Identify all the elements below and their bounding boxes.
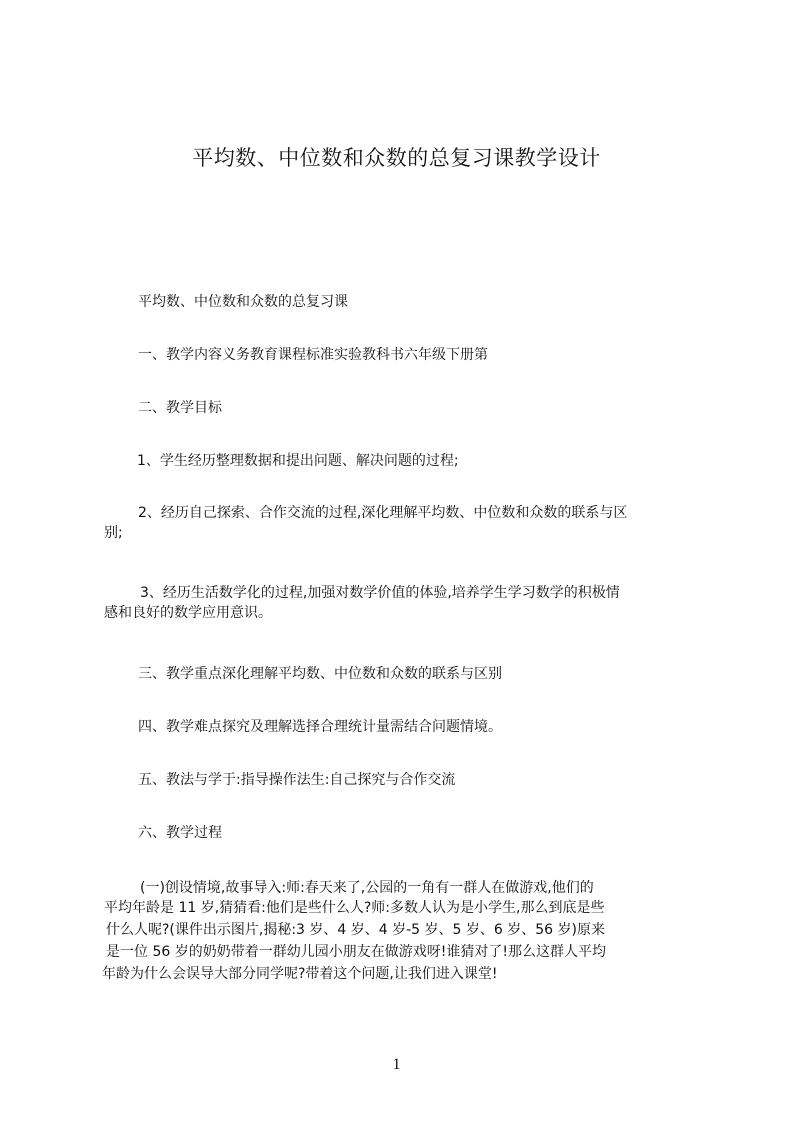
- document-title: 平均数、中位数和众数的总复习课教学设计: [192, 146, 601, 170]
- goal-3-line: 感和良好的数学应用意识。: [104, 605, 272, 621]
- process-line: 什么人呢?(课件出示图片,揭秘:3 岁、4 岁、4 岁-5 岁、5 岁、6 岁、56 岁)原来: [106, 922, 605, 938]
- difficulties-paragraph: 四、教学难点探究及理解选择合理统计量需结合问题情境。: [138, 719, 502, 735]
- goal-1-paragraph: 1、学生经历整理数据和提出问题、解决问题的过程;: [137, 453, 459, 469]
- process-step-1-paragraph: [96, 878, 698, 986]
- teaching-content-paragraph: 一、教学内容义务教育课程标准实验教科书六年级下册第: [138, 347, 488, 363]
- goal-2-paragraph: [104, 503, 627, 543]
- goal-2-line: 别;: [104, 525, 123, 541]
- key-points-paragraph: 三、教学重点深化理解平均数、中位数和众数的联系与区别: [138, 666, 502, 682]
- process-line: (一)创设情境,故事导入:师:春天来了,公园的一角有一群人在做游戏,他们的: [140, 880, 594, 896]
- goal-3-paragraph: [104, 583, 620, 623]
- teaching-goals-heading: 二、教学目标: [138, 400, 222, 416]
- methods-paragraph: 五、教法与学于:指导操作法生:自己探究与合作交流: [138, 772, 456, 788]
- teaching-process-heading: 六、教学过程: [138, 825, 222, 841]
- page-number: 1: [392, 1056, 401, 1073]
- section-heading: 平均数、中位数和众数的总复习课: [138, 294, 348, 310]
- goal-2-line: 2、经历自己探索、合作交流的过程,深化理解平均数、中位数和众数的联系与区: [138, 505, 628, 521]
- process-line: 平均年龄是 11 岁,猜猜看:他们是些什么人?师:多数人认为是小学生,那么到底是些: [104, 900, 605, 916]
- goal-3-line: 3、经历生活数学化的过程,加强对数学价值的体验,培养学生学习数学的积极情: [140, 585, 620, 601]
- process-line: 年龄为什么会误导大部分同学呢?带着这个问题,让我们进入课堂!: [102, 966, 498, 982]
- process-line: 是一位 56 岁的奶奶带着一群幼儿园小朋友在做游戏呀!谁猜对了!那么这群人平均: [106, 944, 606, 960]
